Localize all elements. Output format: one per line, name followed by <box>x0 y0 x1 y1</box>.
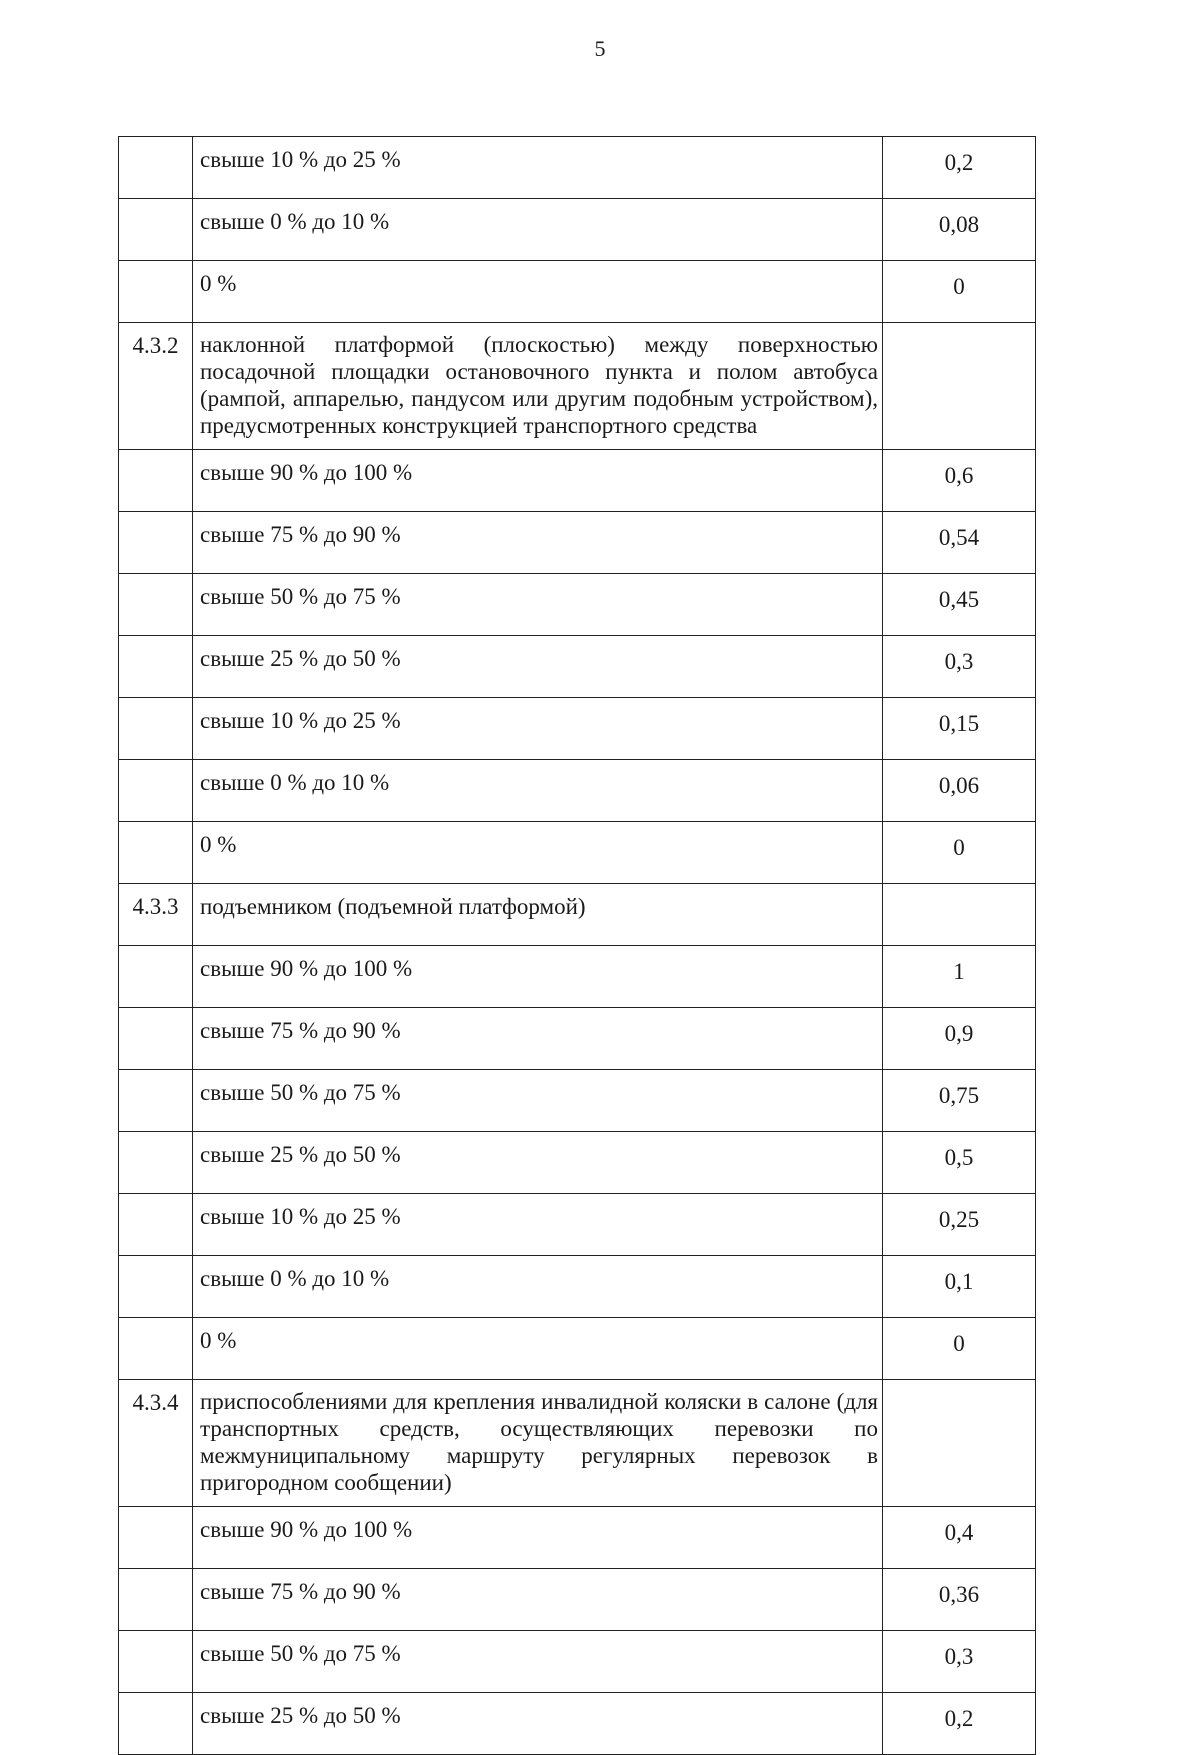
table-row <box>119 1569 1036 1631</box>
row-number-cell <box>119 1132 193 1194</box>
row-number-cell <box>119 1070 193 1132</box>
row-coefficient-cell: 0,5 <box>883 1132 1036 1194</box>
table-row <box>119 137 1036 199</box>
row-description-cell: свыше 0 % до 10 % <box>193 199 883 261</box>
row-coefficient-cell: 0,45 <box>883 574 1036 636</box>
table-row <box>119 1318 1036 1380</box>
row-description-cell: свыше 90 % до 100 % <box>193 946 883 1008</box>
table-row <box>119 1631 1036 1693</box>
table-row <box>119 450 1036 512</box>
table-row <box>119 323 1036 450</box>
table-row <box>119 261 1036 323</box>
row-description-cell: свыше 75 % до 90 % <box>193 1008 883 1070</box>
row-coefficient-cell: 0,3 <box>883 1631 1036 1693</box>
table-row <box>119 760 1036 822</box>
row-description-cell: свыше 10 % до 25 % <box>193 137 883 199</box>
row-coefficient-cell: 0,54 <box>883 512 1036 574</box>
table-row <box>119 512 1036 574</box>
row-number-cell <box>119 1693 193 1755</box>
table-row <box>119 822 1036 884</box>
row-coefficient-cell: 0,36 <box>883 1569 1036 1631</box>
row-coefficient-cell: 0,9 <box>883 1008 1036 1070</box>
row-coefficient-cell: 0,2 <box>883 137 1036 199</box>
row-coefficient-cell <box>883 884 1036 946</box>
row-number-cell <box>119 450 193 512</box>
row-description-cell: свыше 50 % до 75 % <box>193 1631 883 1693</box>
row-description-cell: 0 % <box>193 1318 883 1380</box>
row-number-cell <box>119 1569 193 1631</box>
row-coefficient-cell: 0,25 <box>883 1194 1036 1256</box>
row-number-cell <box>119 1507 193 1569</box>
table-row <box>119 1132 1036 1194</box>
row-number-cell: 4.3.2 <box>119 323 193 450</box>
row-number-cell <box>119 822 193 884</box>
table-row <box>119 884 1036 946</box>
row-number-cell <box>119 574 193 636</box>
row-description-cell: свыше 0 % до 10 % <box>193 1256 883 1318</box>
row-description-cell: свыше 25 % до 50 % <box>193 1693 883 1755</box>
row-coefficient-cell: 0,4 <box>883 1507 1036 1569</box>
row-number-cell <box>119 636 193 698</box>
row-number-cell <box>119 946 193 1008</box>
table-row <box>119 1380 1036 1507</box>
row-coefficient-cell: 0,06 <box>883 760 1036 822</box>
row-coefficient-cell <box>883 323 1036 450</box>
row-number-cell <box>119 760 193 822</box>
row-number-cell: 4.3.3 <box>119 884 193 946</box>
table-row <box>119 698 1036 760</box>
row-description-cell: свыше 0 % до 10 % <box>193 760 883 822</box>
table-row <box>119 1507 1036 1569</box>
row-description-cell: свыше 25 % до 50 % <box>193 1132 883 1194</box>
table-row <box>119 1070 1036 1132</box>
row-number-cell <box>119 199 193 261</box>
row-coefficient-cell: 1 <box>883 946 1036 1008</box>
row-coefficient-cell: 0,75 <box>883 1070 1036 1132</box>
table-row <box>119 1693 1036 1755</box>
row-description-cell: наклонной платформой (плоскостью) между поверхностью посадочной площадки остановочного пункта и полом автобуса (рампой, аппарелью, пандусом или другим подобным устройством), предусмотренных конструкцией транспортного средства <box>193 323 883 450</box>
row-coefficient-cell: 0,1 <box>883 1256 1036 1318</box>
table-row <box>119 636 1036 698</box>
row-coefficient-cell: 0 <box>883 1318 1036 1380</box>
row-coefficient-cell: 0,08 <box>883 199 1036 261</box>
row-coefficient-cell: 0 <box>883 822 1036 884</box>
row-number-cell <box>119 1631 193 1693</box>
row-coefficient-cell: 0,15 <box>883 698 1036 760</box>
row-number-cell <box>119 512 193 574</box>
row-description-cell: 0 % <box>193 822 883 884</box>
table-row <box>119 1256 1036 1318</box>
row-description-cell: свыше 75 % до 90 % <box>193 512 883 574</box>
row-description-cell: свыше 25 % до 50 % <box>193 636 883 698</box>
row-description-cell: свыше 50 % до 75 % <box>193 574 883 636</box>
row-description-cell: свыше 10 % до 25 % <box>193 1194 883 1256</box>
row-coefficient-cell: 0,2 <box>883 1693 1036 1755</box>
row-number-cell <box>119 1256 193 1318</box>
page-number: 5 <box>594 36 606 61</box>
row-description-cell: подъемником (подъемной платформой) <box>193 884 883 946</box>
row-number-cell <box>119 261 193 323</box>
table-row <box>119 1008 1036 1070</box>
row-coefficient-cell: 0 <box>883 261 1036 323</box>
table-row <box>119 946 1036 1008</box>
row-description-cell: 0 % <box>193 261 883 323</box>
row-number-cell <box>119 1318 193 1380</box>
row-number-cell: 4.3.4 <box>119 1380 193 1507</box>
row-description-cell: свыше 90 % до 100 % <box>193 1507 883 1569</box>
table-row <box>119 1194 1036 1256</box>
row-description-cell: свыше 90 % до 100 % <box>193 450 883 512</box>
row-description-cell: свыше 10 % до 25 % <box>193 698 883 760</box>
table-body <box>119 137 1036 1755</box>
row-description-cell: свыше 75 % до 90 % <box>193 1569 883 1631</box>
row-description-cell: приспособлениями для крепления инвалидной коляски в салоне (для транспортных средств, осуществляющих перевозки по межмуниципальному маршруту регулярных перевозок в пригородном сообщении) <box>193 1380 883 1507</box>
row-coefficient-cell <box>883 1380 1036 1507</box>
coefficient-table-container <box>118 136 1035 1755</box>
row-number-cell <box>119 1194 193 1256</box>
table-row <box>119 199 1036 261</box>
row-coefficient-cell: 0,6 <box>883 450 1036 512</box>
coefficient-table <box>118 136 1036 1755</box>
row-coefficient-cell: 0,3 <box>883 636 1036 698</box>
row-description-cell: свыше 50 % до 75 % <box>193 1070 883 1132</box>
table-row <box>119 574 1036 636</box>
row-number-cell <box>119 137 193 199</box>
row-number-cell <box>119 1008 193 1070</box>
row-number-cell <box>119 698 193 760</box>
